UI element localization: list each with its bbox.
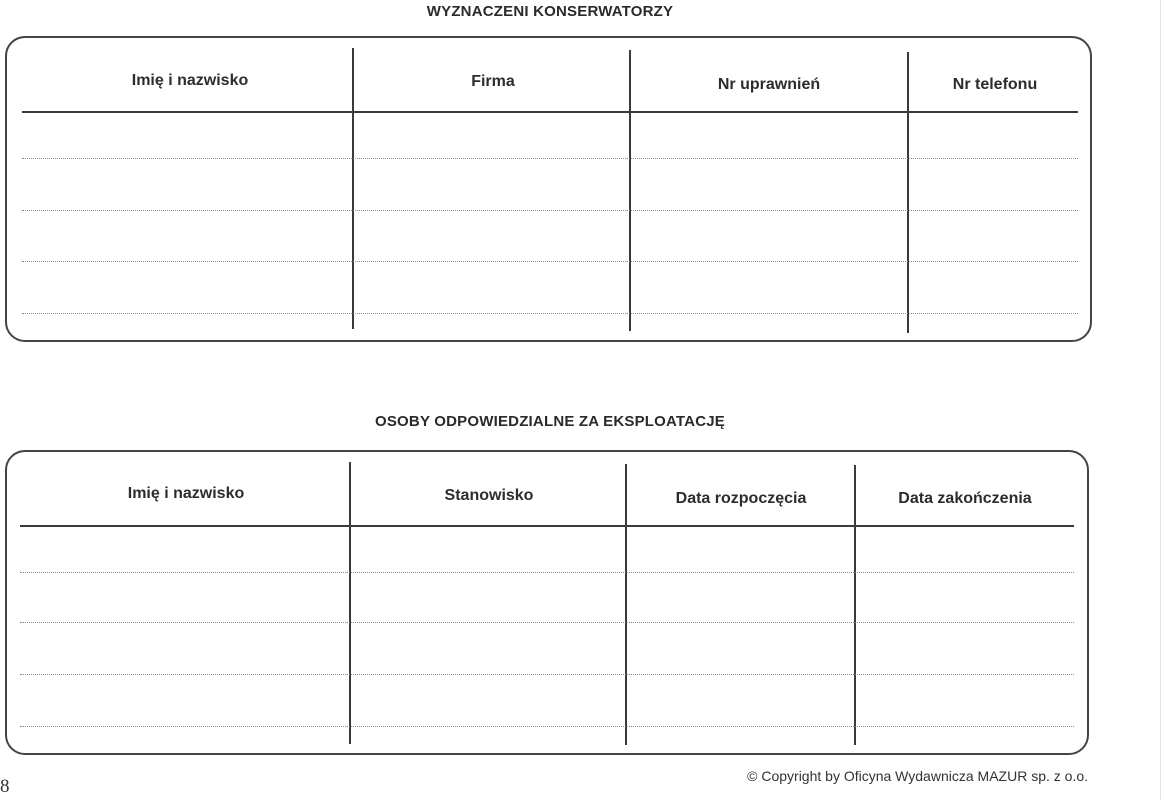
cell-company-row-4[interactable] [355,265,627,313]
writing-line [20,726,1074,727]
col-header-license-number: Nr uprawnień [717,76,821,93]
cell-position-row-1[interactable] [352,526,623,574]
cell-end-date-row-1[interactable] [857,526,1074,574]
cell-start-date-row-1[interactable] [628,526,852,574]
copyright-notice: © Copyright by Oficyna Wydawnicza MAZUR sp. z o.o. [747,768,1088,784]
page-edge [1160,0,1161,800]
cell-license-row-3[interactable] [632,214,905,262]
cell-phone-row-1[interactable] [910,112,1078,160]
writing-line [22,210,1078,211]
cell-license-row-2[interactable] [632,162,905,210]
section-title-conservators: WYZNACZENI KONSERWATORZY [426,3,674,20]
writing-line [20,674,1074,675]
operators-table [5,450,1089,755]
column-divider [907,52,909,333]
section-title-operators: OSOBY ODPOWIEDZIALNE ZA EKSPLOATACJĘ [374,413,725,430]
cell-name-row-1[interactable] [20,526,347,574]
cell-name-row-3[interactable] [20,626,347,674]
cell-end-date-row-2[interactable] [857,575,1074,623]
col-header-position: Stanowisko [444,487,534,504]
cell-position-row-3[interactable] [352,626,623,674]
cell-start-date-row-4[interactable] [628,678,852,726]
col-header-phone-number: Nr telefonu [952,76,1038,93]
cell-name-row-2[interactable] [22,162,350,210]
cell-phone-row-3[interactable] [910,214,1078,262]
column-divider [349,462,351,744]
cell-name-row-4[interactable] [22,265,350,313]
conservators-table [5,36,1092,342]
page-number: 8 [0,776,10,797]
cell-name-row-3[interactable] [22,214,350,262]
column-divider [854,465,856,745]
col-header-company: Firma [471,73,515,90]
cell-phone-row-2[interactable] [910,162,1078,210]
cell-license-row-4[interactable] [632,265,905,313]
cell-start-date-row-3[interactable] [628,626,852,674]
col-header-start-date: Data rozpoczęcia [675,490,807,507]
column-divider [625,464,627,745]
column-divider [352,48,354,329]
cell-license-row-1[interactable] [632,112,905,160]
cell-phone-row-4[interactable] [910,265,1078,313]
cell-name-row-4[interactable] [20,678,347,726]
cell-end-date-row-3[interactable] [857,626,1074,674]
col-header-name: Imię i nazwisko [131,72,249,89]
col-header-name: Imię i nazwisko [127,485,245,502]
cell-company-row-1[interactable] [355,112,627,160]
cell-name-row-2[interactable] [20,575,347,623]
cell-end-date-row-4[interactable] [857,678,1074,726]
cell-company-row-3[interactable] [355,214,627,262]
col-header-end-date: Data zakończenia [898,490,1032,507]
writing-line [22,313,1078,314]
column-divider [629,50,631,331]
cell-start-date-row-2[interactable] [628,575,852,623]
cell-position-row-2[interactable] [352,575,623,623]
cell-position-row-4[interactable] [352,678,623,726]
cell-name-row-1[interactable] [22,112,350,160]
cell-company-row-2[interactable] [355,162,627,210]
